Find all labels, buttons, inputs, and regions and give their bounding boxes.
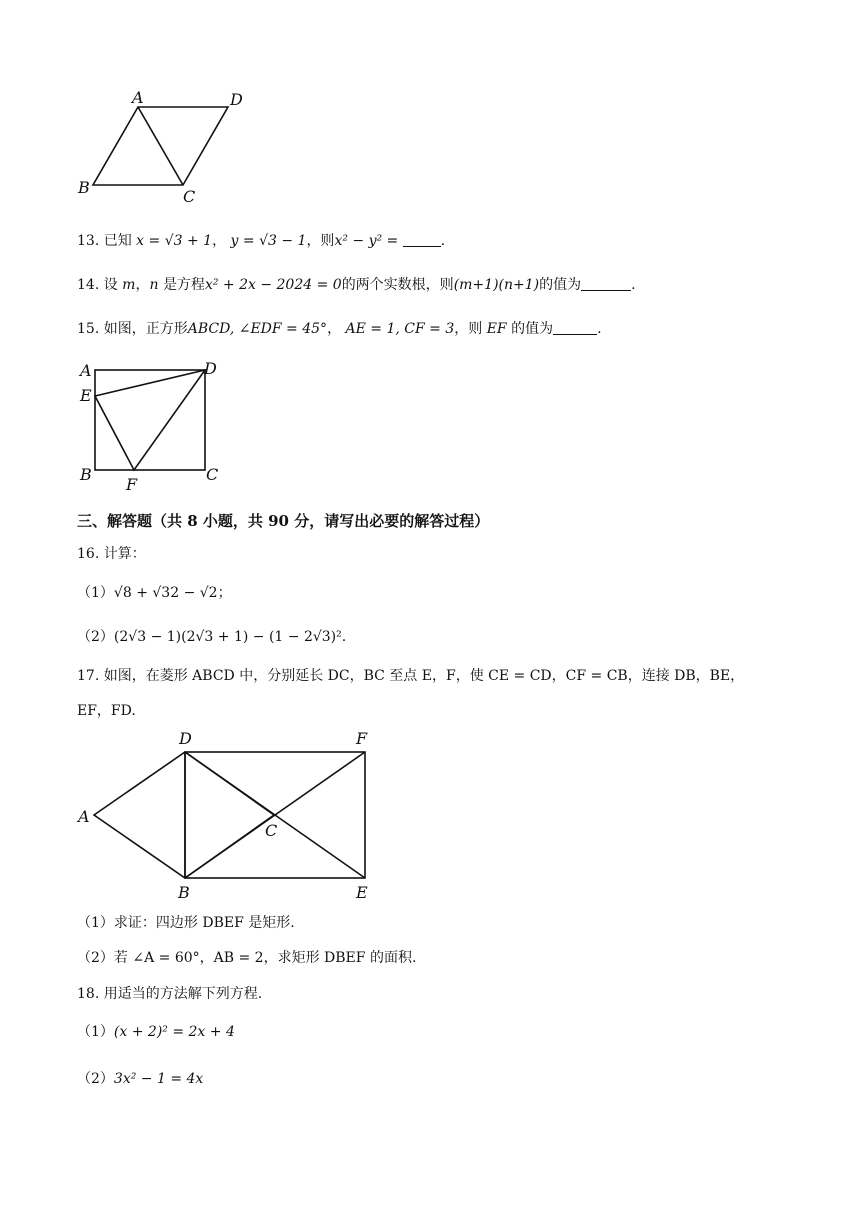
q18-part-1 [77, 1021, 235, 1041]
question-15 [77, 318, 602, 338]
label-d: D [230, 90, 243, 109]
q16-number: 16. [77, 546, 100, 562]
q15-expr-1: ABCD, ∠EDF = 45° [187, 321, 328, 337]
label-b: B [178, 883, 190, 902]
q15-expr-2: AE = 1, CF = 3 [345, 321, 455, 337]
q14-answer-blank[interactable] [581, 276, 631, 291]
q14-text-1: 设 [103, 277, 118, 293]
label-b: B [80, 465, 92, 484]
q18-text: 用适当的方法解下列方程. [103, 986, 263, 1002]
label-d: D [204, 359, 217, 378]
q14-text-5: 的值为 [539, 277, 582, 293]
q15-text-2: ，则 [454, 321, 483, 337]
q14-text-3: 是方程 [162, 277, 205, 293]
q14-n: n [149, 277, 159, 293]
q14-equation: x² + 2x − 2024 = 0 [204, 277, 342, 293]
q16-p1-expr: √8 + √32 − √2； [113, 585, 232, 601]
q18-number: 18. [77, 986, 100, 1002]
q13-answer-blank[interactable] [403, 232, 441, 247]
q15-text-3: 的值为 [511, 321, 554, 337]
q16-p1-label: （1） [77, 585, 114, 601]
q15-number: 15. [77, 321, 100, 337]
q15-answer-blank[interactable] [553, 320, 597, 335]
q17-p1-text: 求证：四边形 DBEF 是矩形. [113, 915, 295, 931]
question-17-line-1: 17. 如图，在菱形 ABCD 中，分别延长 DC，BC 至点 E，F，使 CE = CD，CF = CB，连接 DB，BE， [77, 668, 745, 684]
q15-sep: ， [327, 321, 342, 337]
label-c: C [183, 187, 196, 206]
q13-text-2: ，则 [306, 233, 335, 249]
q18-p2-expr: 3x² − 1 = 4x [113, 1071, 204, 1087]
q18-p1-label: （1） [77, 1024, 114, 1040]
q17-p2-text: 若 ∠A = 60°，AB = 2，求矩形 DBEF 的面积. [113, 950, 417, 966]
q17-p2-label: （2） [77, 950, 114, 966]
question-17-line-2: EF，FD. [77, 703, 136, 719]
figure-parallelogram [70, 85, 260, 210]
label-e: E [356, 883, 368, 902]
label-e: E [80, 386, 92, 405]
q14-text-4: 的两个实数根，则 [341, 277, 454, 293]
q14-m: m [122, 277, 136, 293]
question-14 [77, 274, 636, 294]
q13-expr-x: x = √3 + 1 [136, 233, 213, 249]
q18-part-2 [77, 1068, 203, 1088]
q13-expr-y: y = √3 − 1 [230, 233, 307, 249]
q14-end: . [631, 277, 636, 293]
section-3-heading: 三、解答题（共 8 小题，共 90 分，请写出必要的解答过程） [77, 512, 490, 530]
q13-expr-ask: x² − y² = [334, 233, 399, 249]
q14-number: 14. [77, 277, 100, 293]
q16-text: 计算： [103, 546, 146, 562]
q15-end: . [597, 321, 602, 337]
q13-sep: ， [212, 233, 227, 249]
q17-p1-label: （1） [77, 915, 114, 931]
label-a: A [80, 361, 92, 380]
q13-end: . [440, 233, 446, 249]
label-f: F [356, 729, 368, 748]
q14-text-2: ， [135, 277, 150, 293]
label-a: A [132, 88, 144, 107]
q14-expr: (m+1)(n+1) [453, 277, 540, 293]
question-16 [77, 543, 146, 563]
q15-ef: EF [486, 321, 507, 337]
q13-number: 13. [77, 233, 100, 249]
q16-p2-expr: (2√3 − 1)(2√3 + 1) − (1 − 2√3)². [113, 629, 347, 645]
label-d: D [179, 729, 192, 748]
figure-rhombus-rectangle [72, 724, 382, 904]
q16-part-2 [77, 626, 346, 646]
q17-part-1 [77, 912, 295, 932]
question-18 [77, 983, 262, 1003]
label-c: C [206, 465, 219, 484]
q16-p2-label: （2） [77, 629, 114, 645]
q17-part-2 [77, 947, 416, 967]
diagonal-ac [138, 107, 183, 185]
q15-text-1: 如图，正方形 [103, 321, 188, 337]
q13-text-1: 已知 [103, 233, 132, 249]
label-c: C [265, 821, 278, 840]
rhombus-abcd [94, 752, 274, 878]
label-b: B [78, 178, 90, 197]
figure-square [72, 356, 232, 496]
triangle-edf [95, 370, 205, 470]
q18-p2-label: （2） [77, 1071, 114, 1087]
label-f: F [126, 475, 138, 494]
label-a: A [78, 807, 90, 826]
q18-p1-expr: (x + 2)² = 2x + 4 [113, 1024, 235, 1040]
square-outline [95, 370, 205, 470]
question-13 [77, 230, 445, 250]
q16-part-1 [77, 582, 232, 602]
